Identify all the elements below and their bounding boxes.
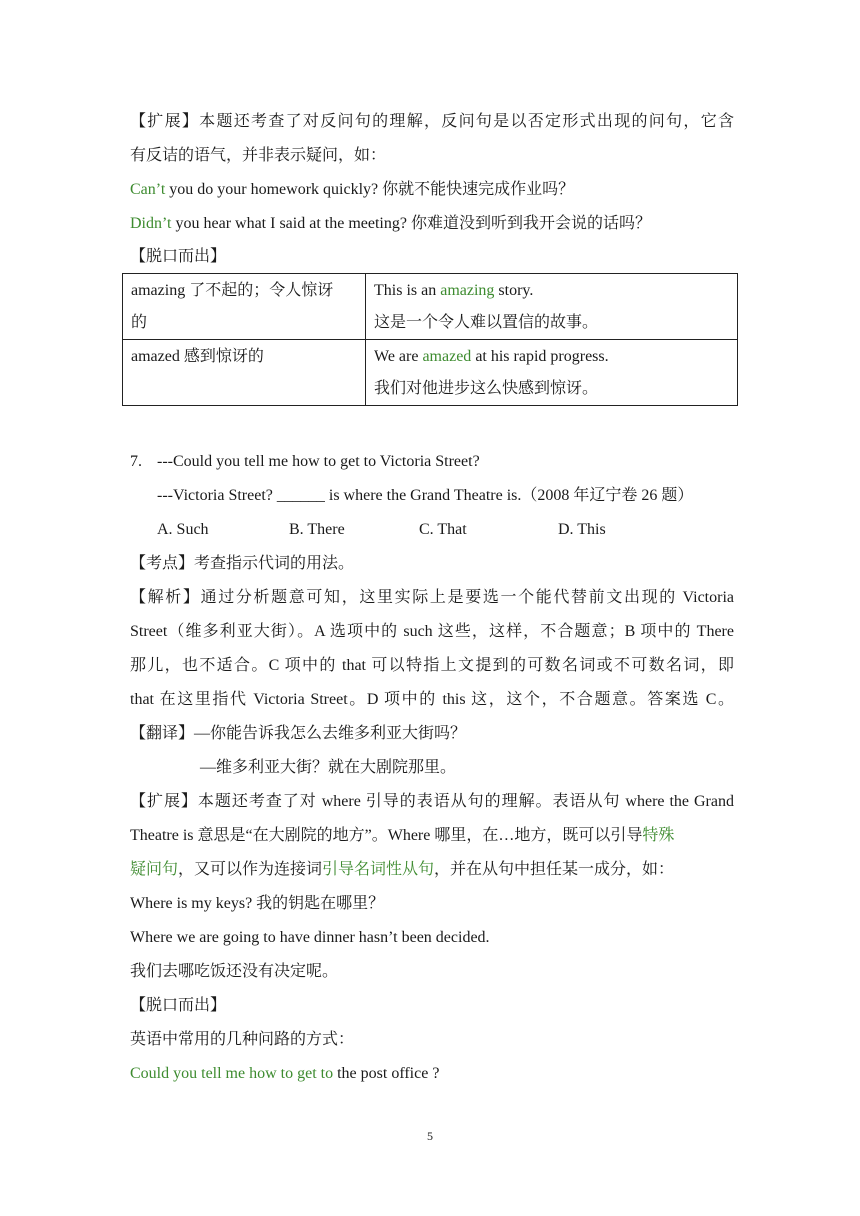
analysis-line: Street（维多利亚大街）。A 选项中的 such 这些，这样，不合题意；B 项中的 There	[130, 623, 734, 640]
analysis-line: that 在这里指代 Victoria Street。D 项中的 this 这，这个，不合题意。答案选 C。	[130, 691, 734, 708]
highlighted-phrase: 疑问句	[130, 861, 179, 878]
question-number: 7.	[130, 453, 142, 470]
example-text: at his rapid progress.	[471, 348, 609, 365]
example-text: you do your homework quickly? 你就不能快速完成作业吗？	[165, 181, 575, 198]
vocab-example-cell	[366, 274, 738, 340]
translation-line: 【翻译】—你能告诉我怎么去维多利亚大街吗？	[130, 725, 467, 742]
vocab-word-cell	[123, 274, 366, 340]
analysis-line: 那儿，也不适合。C 项中的 that 可以特指上文提到的可数名词或不可数名词，即	[130, 657, 734, 674]
example-sentence: Where is my keys? 我的钥匙在哪里？	[130, 895, 385, 912]
section-heading: 【脱口而出】	[130, 997, 227, 1014]
section-heading: 【脱口而出】	[130, 248, 227, 265]
answer-option-a: A. Such	[157, 521, 209, 538]
page-number: 5	[427, 1129, 433, 1143]
intro-line: 英语中常用的几种问路的方式：	[130, 1031, 355, 1048]
highlighted-phrase: Could you tell me how to get to	[130, 1065, 334, 1082]
vocab-word: 的	[131, 314, 148, 331]
vocab-word-cell	[123, 340, 366, 406]
answer-option-c: C. That	[419, 521, 467, 538]
example-sentence	[130, 214, 734, 234]
example-translation: 我们对他进步这么快感到惊讶。	[374, 380, 599, 397]
vocab-word: amazing 了不起的；令人惊讶	[131, 282, 334, 299]
highlighted-phrase: 特殊	[642, 827, 675, 844]
highlighted-word: amazed	[422, 348, 472, 365]
example-sentence	[130, 1064, 734, 1084]
vocabulary-table	[122, 273, 738, 406]
extension-paragraph-line	[130, 826, 734, 846]
extension-paragraph-line	[130, 860, 734, 880]
extension-paragraph-line: 有反诘的语气，并非表示疑问，如：	[130, 147, 387, 164]
example-text: We are	[374, 348, 423, 365]
extension-paragraph-line: 【扩展】本题还考查了对 where 引导的表语从句的理解。表语从句 where the Grand	[130, 793, 734, 810]
highlighted-phrase: Can’t	[130, 181, 166, 198]
example-text: the post office ?	[333, 1065, 440, 1082]
question-stem-line: ---Victoria Street? ______ is where the Grand Theatre is.（2008 年辽宁卷 26 题）	[157, 487, 694, 504]
example-text: you hear what I said at the meeting? 你难道没到听到我开会说的话吗？	[171, 215, 651, 232]
highlighted-phrase: Didn’t	[130, 215, 172, 232]
example-text: This is an	[374, 282, 441, 299]
table-row	[123, 340, 738, 406]
extension-paragraph-line: 【扩展】本题还考查了对反问句的理解，反问句是以否定形式出现的问句，它含	[130, 113, 734, 130]
translation-line: —维多利亚大街？就在大剧院那里。	[200, 759, 457, 776]
example-translation: 这是一个令人难以置信的故事。	[374, 314, 599, 331]
question-stem-line: ---Could you tell me how to get to Victoria Street?	[157, 453, 480, 470]
kaodian-line: 【考点】考查指示代词的用法。	[130, 555, 355, 572]
example-sentence	[374, 347, 729, 367]
example-translation: 我们去哪吃饭还没有决定呢。	[130, 963, 339, 980]
example-sentence	[130, 180, 734, 200]
answer-option-d: D. This	[558, 521, 606, 538]
example-text: story.	[494, 282, 534, 299]
paragraph-text: Theatre is 意思是“在大剧院的地方”。Where 哪里，在…地方，既可以引导	[130, 827, 643, 844]
highlighted-phrase: 引导名词性从句	[322, 861, 435, 878]
table-row	[123, 274, 738, 340]
example-sentence: Where we are going to have dinner hasn’t been decided.	[130, 929, 490, 946]
vocab-example-cell	[366, 340, 738, 406]
analysis-line: 【解析】通过分析题意可知，这里实际上是要选一个能代替前文出现的 Victoria	[130, 589, 734, 606]
paragraph-text: ，又可以作为连接词	[178, 861, 323, 878]
vocab-word: amazed 感到惊讶的	[131, 348, 264, 365]
paragraph-text: ，并在从句中担任某一成分，如：	[434, 861, 675, 878]
highlighted-word: amazing	[440, 282, 495, 299]
example-sentence	[374, 281, 729, 301]
answer-option-b: B. There	[289, 521, 345, 538]
